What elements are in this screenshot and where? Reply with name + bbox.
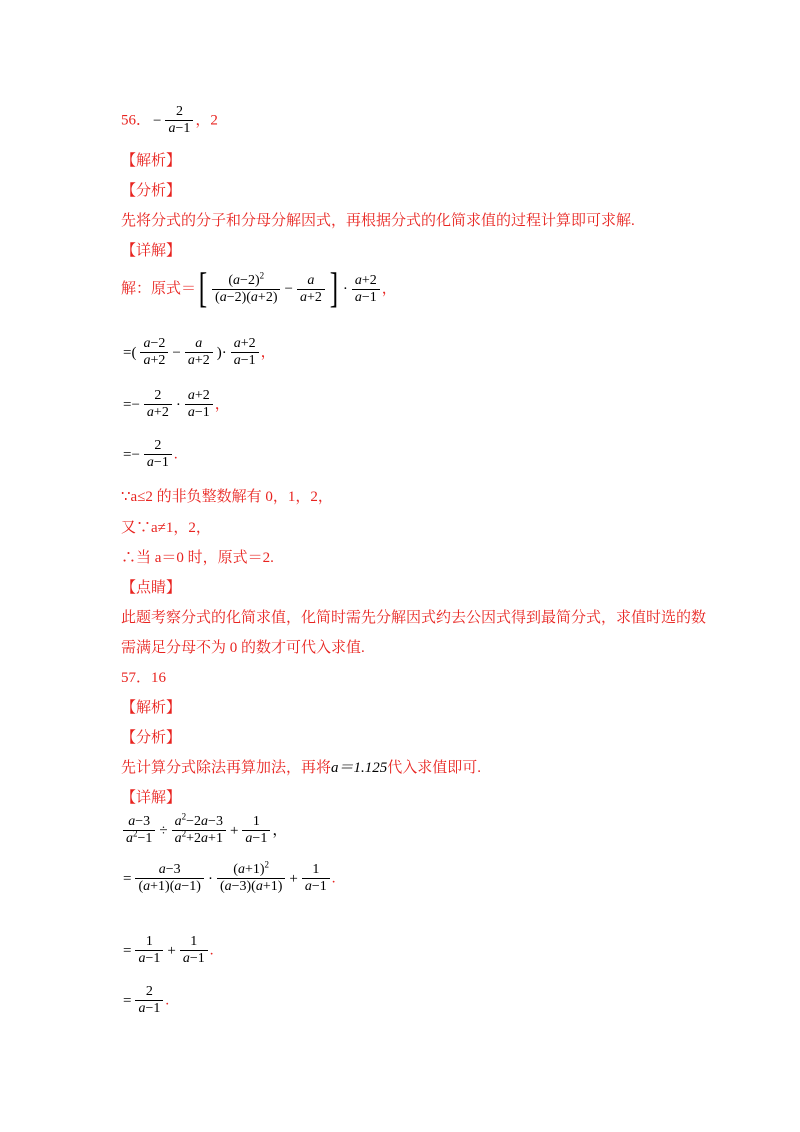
q56-answer-line: 56． − $\frac{2}{a-1}$ ，2 bbox=[121, 104, 218, 136]
q56-step-1: =( $\frac{a-2}{a+2}$ − $\frac{a}{a+2}$ )· $\frac{a+2}{a-1}$ ， bbox=[123, 336, 276, 368]
q56-comma-0: ， bbox=[381, 281, 397, 297]
q57-period-2: . bbox=[209, 942, 214, 959]
q57-comma-0: ， bbox=[272, 822, 288, 839]
q56-answer-tail: ，2 bbox=[195, 112, 218, 129]
q56-condition-3: ∴当 a＝0 时，原式＝2. bbox=[121, 550, 274, 566]
q56-jiexi-heading: 【解析】 bbox=[121, 153, 182, 169]
q56-step-3: =− $\frac{2}{a-1}$ . bbox=[123, 438, 178, 470]
q56-answer-fraction: $\frac{2}{a-1}$ bbox=[165, 104, 193, 137]
q56-comma-2: ， bbox=[214, 396, 230, 413]
q56-condition-1: ∵a≤2 的非负整数解有 0，1，2， bbox=[121, 489, 333, 505]
q57-answer-line: 57．16 bbox=[121, 670, 167, 686]
q56-fenxi-heading: 【分析】 bbox=[121, 183, 182, 199]
q57-xiangjie-heading: 【详解】 bbox=[121, 790, 182, 806]
q57-period-3: . bbox=[165, 992, 170, 1009]
q57-fenxi-math: a＝1.125 bbox=[331, 760, 388, 776]
q57-fenxi-line bbox=[121, 759, 481, 777]
q57-step-3: = $\frac{2}{a-1}$ . bbox=[123, 984, 170, 1016]
q56-dianjing-text-1: 此题考察分式的化简求值，化简时需先分解因式约去公因式得到最简分式，求值时选的数 bbox=[121, 610, 707, 626]
q56-dianjing-text-2: 需满足分母不为 0 的数才可代入求值. bbox=[121, 640, 365, 656]
q57-period-1: . bbox=[331, 870, 336, 887]
q57-step-2: = $\frac{1}{a-1}$ + $\frac{1}{a-1}$ . bbox=[123, 934, 214, 966]
q57-step-1: = $\frac{a-3}{(a+1)(a-1)}$ · $\frac{(a+1)^2}{(a-3)(a+1)}$ + $\frac{1}{a-1}$ . bbox=[123, 859, 336, 894]
q56-condition-2: 又∵a≠1，2， bbox=[121, 520, 211, 536]
q56-fenxi-text: 先将分式的分子和分母分解因式，再根据分式的化简求值的过程计算即可求解. bbox=[121, 213, 635, 229]
q56-step-2: =− $\frac{2}{a+2}$ · $\frac{a+2}{a-1}$ ， bbox=[123, 388, 230, 420]
q56-number: 56． bbox=[121, 112, 152, 129]
q56-dianjing-heading: 【点睛】 bbox=[121, 580, 182, 596]
q56-xiangjie-heading: 【详解】 bbox=[121, 243, 182, 259]
q57-step-0: $\frac{a-3}{a^2-1}$ ÷ $\frac{a^2-2a-3}{a^2+2a+1}$ + $\frac{1}{a-1}$ ， bbox=[121, 814, 287, 847]
q56-jie-prefix: 解：原式＝ bbox=[121, 281, 197, 297]
q56-step-0: 解：原式＝[ $\frac{(a-2)^2}{(a-2)(a+2)}$ − $\frac{a}{a+2}$ ] · $\frac{a+2}{a-1}$ ， bbox=[121, 266, 397, 312]
q57-fenxi-pre: 先计算分式除法再算加法，再将 bbox=[121, 760, 332, 776]
q57-fenxi-post: 代入求值即可. bbox=[387, 760, 482, 776]
q57-jiexi-heading: 【解析】 bbox=[121, 700, 182, 716]
q56-period: . bbox=[173, 446, 178, 463]
q57-fenxi-heading: 【分析】 bbox=[121, 730, 182, 746]
q56-comma-1: ， bbox=[260, 344, 276, 361]
